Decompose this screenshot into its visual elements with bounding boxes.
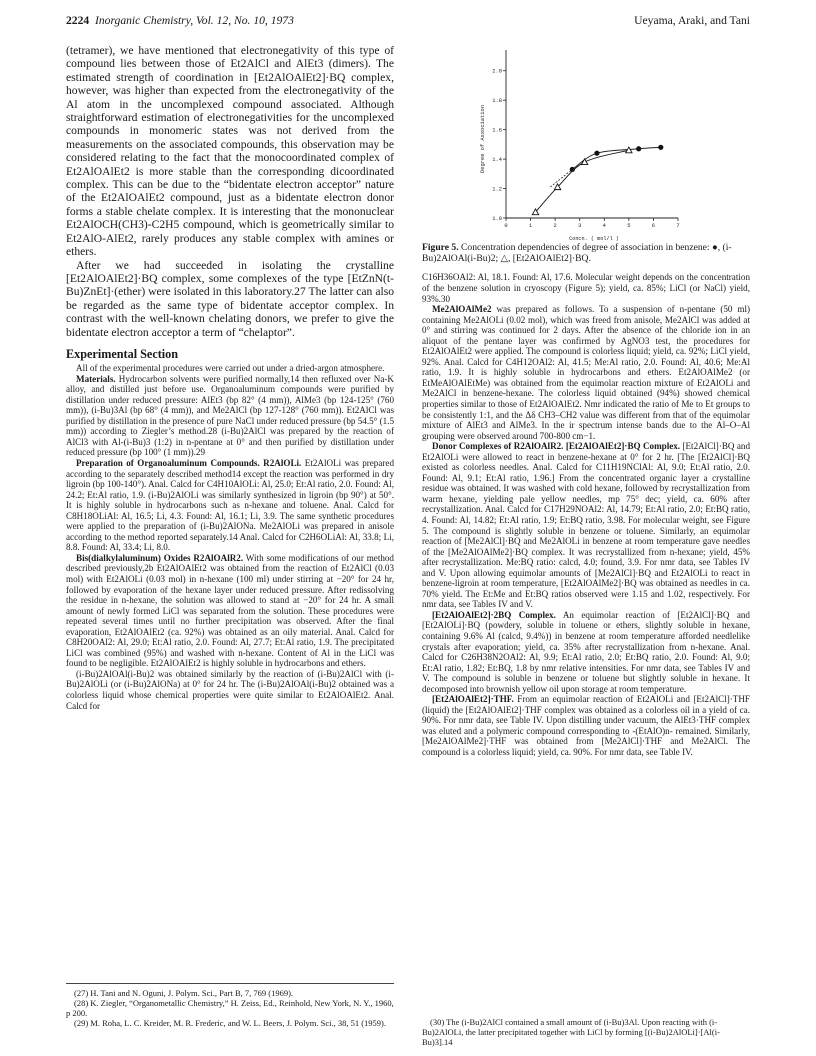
figure-5 xyxy=(422,44,750,242)
data-point-circle xyxy=(594,151,599,156)
running-header xyxy=(66,14,750,30)
run-in-heading: Materials. xyxy=(76,373,116,384)
oxides-paragraph: Bis(dialkylaluminum) Oxides R2AlOAlR2. With some modifications of our method described previously,2b Et2AlOAlEt2 was obtained from the reaction of Et2AlCl (0.03 mol) with Et2AlOLi (0.03 mol) in n-hexane (100 ml) under stirring at −20° for 24 hr, followed by evaporation of the hexane layer under reduced pressure. After redissolving the residue in n-hexane, the solution was allowed to stand at −20° for 24 hr. A small amount of newly formed LiCl was separated from the solution. These procedures were repeated several times until no further precipitation was observed. After the final evaporation, Et2AlOAlEt2 (ca. 92%) was obtained as an oily material. Anal. Calcd for C8H20OAl2: Al, 29.0; Et:Al ratio, 2.0. Found: Al, 27.7; Et:Al ratio, 1.9. The precipitated LiCl was combined (95%) and washed with n-hexane. Content of Al in the LiCl was found to be negligible. Et2AlOAlEt2 is highly soluble in hydrocarbons and ethers. xyxy=(66,552,394,669)
figure-caption xyxy=(422,242,750,264)
materials-paragraph: Materials. Hydrocarbon solvents were purified normally,14 then refluxed over Na-K alloy, and distilled just before use. Organoaluminum compounds were purified by distillation under reduced pressure: AlEt3 (bp 82° (4 mm)), AlMe3 (bp 124-125° (760 mm)), (i-Bu)3Al (bp 68° (4 mm)), and Me2AlCl (bp 127-128° (760 mm)). Et2AlCl was purified by distillation in the presence of pure NaCl under reduced pressure (bp 54.5° (1.5 mm)) according to Ziegler’s method.28 (i-Bu)2AlCl was prepared by the reaction of AlCl3 with Al-(i-Bu)3 (1:2) in n-pentane at 0° and then purified by distillation under reduced pressure (bp 100° (1 mm)).29 xyxy=(66,373,394,458)
footnote-27: (27) H. Tani and N. Oguni, J. Polym. Sci., Part B, 7, 769 (1969). xyxy=(74,988,294,998)
journal-citation: Inorganic Chemistry, Vol. 12, No. 10, 1973 xyxy=(94,14,294,27)
y-tick-label: 1.0 xyxy=(492,216,502,222)
x-tick-label: 0 xyxy=(504,223,508,229)
y-tick-label: 1.6 xyxy=(492,127,502,134)
header-authors: Ueyama, Araki, and Tani xyxy=(634,14,750,27)
right-column xyxy=(422,44,750,758)
y-tick-label: 1.2 xyxy=(492,186,502,193)
run-in-heading: [Et2AlOAlEt2]·2BQ Complex. xyxy=(432,609,556,620)
2bq-complex-paragraph: [Et2AlOAlEt2]·2BQ Complex. An equimolar reaction of [Et2AlCl]·BQ and [Et2AlOLi]·BQ (powdery, soluble in toluene or ethers, slightly soluble in hexane, containing 9.6% Al (calcd, 9.4%)) in benzene at room temperature afforded needlelike crystals after evaporation; yield, ca. 35% after recrystallization from n-hexane. Anal. Calcd for C26H38N2OAl2: Al, 9.9; Et:Al ratio, 2.0; Et:BQ ratio, 2.0. Found: Al, 9.0; Et:Al ratio, 1.82; Et:BQ, 1.8 by nmr relative intensities. For nmr data, see Tables IV and V. The compound is soluble in benzene or toluene but slightly soluble in hexane. It decomposed into brownish yellow oil upon storage at room temperature. xyxy=(422,609,750,694)
section-title: Experimental Section xyxy=(66,346,179,361)
series-extrapolation xyxy=(550,169,572,187)
experimental-paragraph: All of the experimental procedures were carried out under a dried-argon atmosphere. xyxy=(76,363,385,374)
y-tick-label: 1.4 xyxy=(492,157,502,164)
ibu-paragraph: (i-Bu)2AlOAl(i-Bu)2 was obtained similarly by the reaction of (i-Bu)2AlCl with (i-Bu)2AlOLi (or (i-Bu)2AlONa) at 0° for 24 hr. The (i-Bu)2AlOAl(i-Bu)2 obtained was a colorless liquid whose chemical properties were quite similar to Et2AlOAlEt2. Anal. Calcd for xyxy=(66,668,394,711)
data-point-circle xyxy=(636,146,641,151)
footnote-29: (29) M. Roha, L. C. Kreider, M. R. Frederic, and W. L. Beers, J. Polym. Sci., 38, 51 (1959). xyxy=(74,1018,386,1028)
run-in-heading: Bis(dialkylaluminum) Oxides R2AlOAlR2. xyxy=(76,552,244,563)
series-line xyxy=(572,147,660,169)
x-tick-label: 6 xyxy=(651,223,656,229)
run-in-heading: Donor Complexes of R2AlOAlR2. [Et2AlOAlEt2]·BQ Complex. xyxy=(432,441,681,452)
footnotes-left xyxy=(66,983,394,1028)
left-column xyxy=(66,44,394,711)
x-tick-label: 4 xyxy=(602,223,606,229)
header-left xyxy=(66,14,294,30)
y-tick-label: 1.8 xyxy=(492,98,502,105)
figure-caption-text: Concentration dependencies of degree of association in benzene: ●, (i-Bu)2AlOAl(i-Bu)2; △, [Et2AlOAlEt2]·BQ. xyxy=(422,242,732,265)
thf-complex-paragraph: [Et2AlOAlEt2]·THF. From an equimolar reaction of Et2AlOLi and [Et2AlCl]·THF (liquid) the [Et2AlOAlEt2]·THF complex was obtained as a colorless oil in a yield of ca. 90%. For nmr data, see Table IV. Upon distilling under vacuum, the AlEt3·THF complex was eluted and a polymeric compound corresponding to -(EtAlO)n- remained. Similarly, [Me2AlOAlMe2]·THF was obtained from [Me2AlCl]·THF and Me2AlCl. The compound is a colorless liquid; yield, ca. 90%. For nmr data, see Table IV. xyxy=(422,694,750,758)
data-point-circle xyxy=(658,145,663,150)
x-tick-label: 1 xyxy=(528,223,533,229)
run-in-heading: Preparation of Organoaluminum Compounds. R2AlOLi. xyxy=(76,457,302,468)
intro-paragraph-2: After we had succeeded in isolating the crystalline [Et2AlOAlEt2]·BQ complex, some complexes of the type [EtZnN(t-Bu)ZnEt]·(ether) were isolated in this laboratory.27 The latter can also be regarded as the same type of bidentate acceptor complex. In contrast with the well-known chelating donors, we prefer to give the bidentate electron acceptor a term of “chelaptor”. xyxy=(66,258,394,339)
y-axis-label: Degree of Association xyxy=(480,105,486,173)
donor-complexes-paragraph: Donor Complexes of R2AlOAlR2. [Et2AlOAlEt2]·BQ Complex. [Et2AlCl]·BQ and Et2AlOLi were allowed to react in benzene-hexane at 0° for 2 hr. [The [Et2AlCl]·BQ existed as colorless needles. Anal. Calcd for C11H19NClAl: Al, 9.0; Et:Al ratio, 2.0. Found: Al, 9.1; Et:Al ratio, 1.96.] From the concentrated organic layer a crystalline residue was obtained. It was washed with cold hexane, followed by recrystallization from warm hexane, yielding pale yellow needles, mp 75° dec; yield, ca. 60% after recrystallization. Anal. Calcd for C17H29NOAl2: Al, 14.79; Et:Al ratio, 2.0; Et:BQ ratio, 4. Found: Al, 14.82; Et:Al ratio, 1.9; Et:BQ ratio, 3.98. For molecular weight, see Figure 5. The compound is slightly soluble in benzene or toluene. Similarly, an equimolar reaction of [Me2AlCl]·BQ and Me2AlOLi in benzene at room temperature gave needles of the [Me2AlOAlMe2]·BQ complex. It was recrystallized from n-hexane; yield, 45% after recrystallization. Me:BQ ratio: calcd, 4.0; found, 3.9. For nmr data, see Tables IV and V. Upon allowing equimolar amounts of [Me2AlCl]·BQ and Et2AlOLi to react in benzene-ligroin at room temperature, [Et2AlOAlMe2]·BQ was obtained as needles in ca. 70% yield. The Et:Me and Et:BQ ratios observed were 1.15 and 1.02, respectively. For nmr data, see Tables IV and V. xyxy=(422,441,750,610)
preparation-paragraph: Preparation of Organoaluminum Compounds. R2AlOLi. Et2AlOLi was prepared according to the separately described method14 except the reaction was performed in dry ligroin (bp 100-140°). Anal. Calcd for C4H10AlOLi: Al, 25.0; Et:Al ratio, 2.0. Found: Al, 24.2; Et:Al ratio, 1.9. (i-Bu)2AlOLi was similarly synthesized in ligroin (bp 90°) at 50°. It is highly soluble in hydrocarbons such as n-hexane and toluene. Anal. Calcd for C8H18OLiAl: Al, 16.5; Li, 4.3. Found: Al, 16.1; Li, 3.9. The same synthetic procedures were applied to the preparation of (i-Bu)2AlONa. Me2AlOLi was prepared in anisole according to the method reported separately.14 Anal. Calcd for C2H6OLiAl: Al, 33.8; Li, 8.8. Found: Al, 33.4; Li, 8.0. xyxy=(66,457,395,553)
run-in-heading: Me2AlOAlMe2 xyxy=(432,304,492,315)
x-tick-label: 5 xyxy=(627,223,631,229)
footnotes-right xyxy=(422,1017,750,1047)
footnote-30: (30) The (i-Bu)2AlCl contained a small amount of (i-Bu)3Al. Upon reacting with (i-Bu)2AlOLi, the latter precipitated together with LiCl by forming [(i-Bu)2AlOLi]·[Al(i-Bu)3].14 xyxy=(422,1017,720,1047)
intro-paragraph-1: (tetramer), we have mentioned that electronegativity of this type of compound lies between those of Et2AlCl and AlEt3 (dimers). The estimated strength of coordination in [Et2AlOAlEt2]·BQ complex, however, was higher than expected from the electronegativity of the Al atom in the uncomplexed compound associated. Although straightforward estimation of electronegativities for the uncomplexed compounds in monomeric states was not derived from the measurements on the associated compounds, this observation may be considered relating to the fact that the monocoordinated complex of Et2AlOAlEt2 is more stable than the corresponding dicoordinated complex. This can be due to the “bidentate electron acceptor” nature of the Et2AlOAlEt2 compound, just as a bidentate electron donor forms a stable chelate complex. It is interesting that the mononuclear Et2AlOCH(CH3)-C2H5 compound, which is geometrically similar to Et2AlO-AlEt2, rarely produces any stable complex with amines or ethers. xyxy=(66,44,394,259)
series-line xyxy=(535,150,628,212)
x-tick-label: 2 xyxy=(553,223,557,229)
y-tick-label: 2.0 xyxy=(492,68,502,75)
figure-label: Figure 5. xyxy=(422,242,459,253)
footnote-28: (28) K. Ziegler, “Organometallic Chemistry,” H. Zeiss, Ed., Reinhold, New York, N. Y., 1960, p 200. xyxy=(66,998,394,1018)
page-number: 2224 xyxy=(66,14,90,27)
x-tick-label: 3 xyxy=(578,223,582,229)
x-axis-label: Concn. ( mol/l ) xyxy=(569,236,619,242)
x-tick-label: 7 xyxy=(676,223,680,229)
right-paragraph-1: C16H36OAl2: Al, 18.1. Found: Al, 17.6. Molecular weight depends on the concentration of the benzene solution in cryoscopy (Figure 5); yield, ca. 85%; LiCl (or NaCl) yield, 93%.30 xyxy=(422,272,750,304)
run-in-heading: [Et2AlOAlEt2]·THF. xyxy=(432,694,514,705)
association-chart xyxy=(422,44,750,242)
me2aloalme2-paragraph: Me2AlOAlMe2 was prepared as follows. To a suspension of n-pentane (50 ml) containing Me2AlOLi (0.02 mol), which was freed from anisole, Me2AlCl was added at 0° and stirring was continued for 2 days. After the absence of the chloride ion in an aliquot of the pentane layer was confirmed by AgNO3 test, the procedures for Et2AlOAlEt2 were applied. The compound is colorless liquid; yield, ca. 92%; LiCl yield, 92%. Anal. Calcd for C4H12OAl2: Al, 41.5; Me:Al ratio, 2.0. Found: Al, 40.6; Me:Al ratio, 1.9. It is highly soluble in hydrocarbons and ethers. Et2AlOAlMe2 (or EtMeAlOAlEtMe) was obtained from the equimolar reaction mixture of Et2AlOLi and Me2AlCl in benzene-hexane. The colorless liquid obtained (94%) showed chemical properties similar to those of Et2AlOAlEt2. Nmr indicated the ratio of Me to Et groups to be consistently 1:1, and the Δδ CH3–CH2 value was different from that of the equimolar mixture of AlEt3 and AlMe3. In the ir spectrum intense bands due to the Al–O–Al grouping were observed around 700-800 cm−1. xyxy=(422,304,750,441)
